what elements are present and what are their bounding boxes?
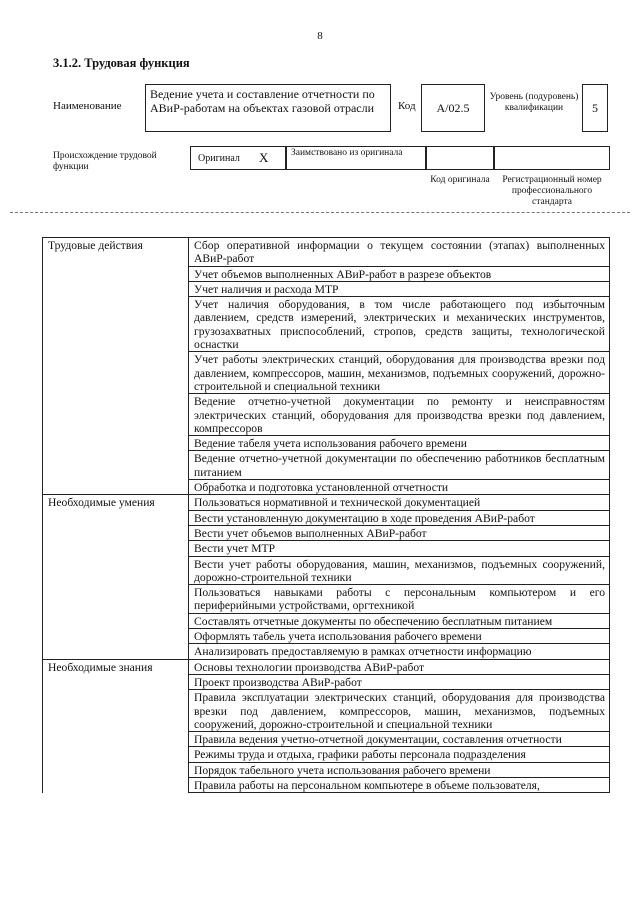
origin-label: Происхождение трудовой функции xyxy=(53,151,157,172)
table-row xyxy=(43,480,610,495)
item-text: Пользоваться навыками работы с персональным компьютером и его периферийными устройствами, оргтехникой xyxy=(189,585,610,614)
section-label-cont xyxy=(43,732,189,747)
original-cell xyxy=(190,146,286,170)
section-label: Необходимые умения xyxy=(43,495,189,510)
item-text: Учет наличия и расхода МТР xyxy=(189,281,610,296)
borrowed-cell: Заимствовано из оригинала xyxy=(286,146,426,170)
table-row xyxy=(43,556,610,585)
item-text: Правила ведения учетно-отчетной документации, составления отчетности xyxy=(189,732,610,747)
function-code: А/02.5 xyxy=(421,84,485,132)
item-text: Порядок табельного учета использования рабочего времени xyxy=(189,762,610,777)
code-original-cell xyxy=(426,146,494,170)
item-text: Вести установленную документацию в ходе проведения АВиР-работ xyxy=(189,510,610,525)
section-label-cont xyxy=(43,777,189,792)
table-row xyxy=(43,762,610,777)
section-label-cont xyxy=(43,297,189,352)
section-label-cont xyxy=(43,451,189,480)
item-text: Основы технологии производства АВиР-работ xyxy=(189,659,610,674)
item-text: Проект производства АВиР-работ xyxy=(189,674,610,689)
table-row xyxy=(43,510,610,525)
section-label-cont xyxy=(43,480,189,495)
table-row xyxy=(43,281,610,296)
original-mark: X xyxy=(259,150,269,165)
original-label: Оригинал xyxy=(198,153,240,164)
table-row xyxy=(43,659,610,674)
item-text: Правила эксплуатации электрических станций, оборудования для производства врезки под давлением, компрессоров, машин, механизмов, подъемных сооружений, дорожно-строительной и специальной техники xyxy=(189,690,610,732)
table-row xyxy=(43,352,610,394)
table-row xyxy=(43,436,610,451)
section-label: Необходимые знания xyxy=(43,659,189,674)
item-text: Правила работы на персональном компьютере в объеме пользователя, xyxy=(189,777,610,792)
section-label-cont xyxy=(43,690,189,732)
section-label-cont xyxy=(43,281,189,296)
item-text: Учет работы электрических станций, оборудования для производства врезки под давлением, компрессоров, машин, механизмов, подъемных сооружений, дорожно-строительной и специальной техники xyxy=(189,352,610,394)
item-text: Режимы труда и отдыха, графики работы персонала подразделения xyxy=(189,747,610,762)
table-row xyxy=(43,613,610,628)
item-text: Сбор оперативной информации о текущем состоянии (этапах) выполненных АВиР-работ xyxy=(189,238,610,267)
code-original-label: Код оригинала xyxy=(430,175,490,185)
section-label-cont xyxy=(43,510,189,525)
section-label-cont xyxy=(43,525,189,540)
reg-number-label: Регистрационный номер профессионального стандарта xyxy=(502,175,602,207)
item-text: Анализировать предоставляемую в рамках отчетности информацию xyxy=(189,644,610,659)
table-row xyxy=(43,644,610,659)
page-number: 8 xyxy=(317,30,323,42)
item-text: Вести учет работы оборудования, машин, механизмов, подъемных сооружений, дорожно-строительной техники xyxy=(189,556,610,585)
section-label-cont xyxy=(43,352,189,394)
table-row xyxy=(43,495,610,510)
section-title: 3.1.2. Трудовая функция xyxy=(53,56,190,70)
section-label-cont xyxy=(43,762,189,777)
item-text: Учет наличия оборудования, в том числе работающего под избыточным давлением, средств измерений, электрических и механических инструментов, грузозахватных приспособлений, стропов, средств защиты, технологической оснастки xyxy=(189,297,610,352)
name-label: Наименование xyxy=(53,100,122,112)
item-text: Вести учет объемов выполненных АВиР-работ xyxy=(189,525,610,540)
table-row xyxy=(43,297,610,352)
item-text: Вести учет МТР xyxy=(189,541,610,556)
item-text: Ведение табеля учета использования рабочего времени xyxy=(189,436,610,451)
code-label: Код xyxy=(398,100,416,112)
item-text: Обработка и подготовка установленной отчетности xyxy=(189,480,610,495)
table-row xyxy=(43,747,610,762)
item-text: Составлять отчетные документы по обеспечению бесплатным питанием xyxy=(189,613,610,628)
section-label-cont xyxy=(43,556,189,585)
qualification-level: 5 xyxy=(582,84,608,132)
function-table xyxy=(42,237,610,793)
table-row xyxy=(43,451,610,480)
section-label-cont xyxy=(43,747,189,762)
section-label-cont xyxy=(43,629,189,644)
section-label-cont xyxy=(43,266,189,281)
section-label: Трудовые действия xyxy=(43,238,189,267)
table-row xyxy=(43,525,610,540)
section-label-cont xyxy=(43,674,189,689)
item-text: Ведение отчетно-учетной документации по обеспечению работников бесплатным питанием xyxy=(189,451,610,480)
table-row xyxy=(43,674,610,689)
table-row xyxy=(43,238,610,267)
section-label-cont xyxy=(43,436,189,451)
table-row xyxy=(43,541,610,556)
item-text: Оформлять табель учета использования рабочего времени xyxy=(189,629,610,644)
item-text: Пользоваться нормативной и технической документацией xyxy=(189,495,610,510)
table-row xyxy=(43,266,610,281)
section-label-cont xyxy=(43,541,189,556)
reg-number-cell xyxy=(494,146,610,170)
level-label: Уровень (подуровень) квалификации xyxy=(489,92,579,113)
table-row xyxy=(43,585,610,614)
table-row xyxy=(43,732,610,747)
table-row xyxy=(43,777,610,792)
section-label-cont xyxy=(43,585,189,614)
section-label-cont xyxy=(43,394,189,436)
section-label-cont xyxy=(43,613,189,628)
item-text: Ведение отчетно-учетной документации по ремонту и неисправностям электрических станций, оборудования для производства врезки под давлением, компрессоров xyxy=(189,394,610,436)
dashed-separator xyxy=(10,212,630,213)
section-label-cont xyxy=(43,644,189,659)
function-name: Ведение учета и составление отчетности по АВиР-работам на объектах газовой отрасли xyxy=(145,84,391,132)
table-row xyxy=(43,394,610,436)
table-row xyxy=(43,690,610,732)
table-row xyxy=(43,629,610,644)
item-text: Учет объемов выполненных АВиР-работ в разрезе объектов xyxy=(189,266,610,281)
